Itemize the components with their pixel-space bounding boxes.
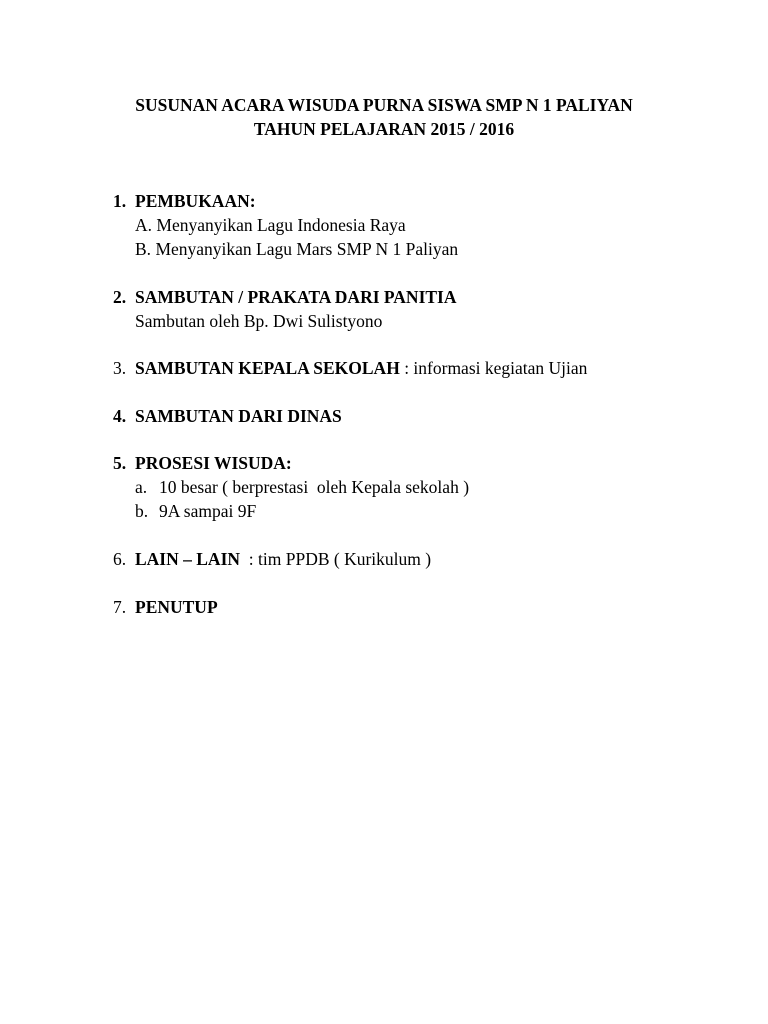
- agenda-subitem: [135, 309, 382, 333]
- agenda-item-heading: PENUTUP: [135, 597, 218, 617]
- agenda-item-heading: PROSESI WISUDA:: [135, 453, 292, 473]
- title-line-2: TAHUN PELAJARAN 2015 / 2016: [253, 119, 515, 139]
- subitem-letter: a.: [135, 477, 148, 497]
- subitem-text: Sambutan oleh Bp. Dwi Sulistyono: [135, 311, 383, 331]
- title-line-1: SUSUNAN ACARA WISUDA PURNA SISWA SMP N 1 PALIYAN: [135, 95, 633, 115]
- subitem-letter: b.: [135, 501, 149, 521]
- agenda-subitem: [135, 237, 458, 261]
- agenda-item-number: 5.: [113, 453, 127, 473]
- subitem-text: 9A sampai 9F: [159, 501, 257, 521]
- agenda-subitem: [135, 475, 469, 499]
- agenda-item-heading: SAMBUTAN DARI DINAS: [135, 406, 342, 426]
- document-title: [0, 93, 768, 141]
- agenda-item-2: [113, 285, 457, 309]
- agenda-item-detail: : informasi kegiatan Ujian: [399, 358, 588, 378]
- subitem-text: 10 besar ( berprestasi oleh Kepala sekolah ): [159, 477, 470, 497]
- agenda-item-heading: SAMBUTAN KEPALA SEKOLAH: [135, 358, 400, 378]
- agenda-item-number: 7.: [113, 597, 127, 617]
- subitem-letter: A.: [135, 215, 153, 235]
- agenda-item-number: 6.: [113, 549, 127, 569]
- agenda-item-number: 1.: [113, 191, 127, 211]
- agenda-item-5: [113, 451, 292, 475]
- subitem-letter: B.: [135, 239, 152, 259]
- agenda-item-number: 3.: [113, 358, 127, 378]
- agenda-item-3: [113, 356, 587, 380]
- agenda-item-6: [113, 547, 431, 571]
- agenda-item-7: [113, 595, 218, 619]
- agenda-subitem: [135, 499, 256, 523]
- subitem-text: Menyanyikan Lagu Mars SMP N 1 Paliyan: [155, 239, 459, 259]
- subitem-text: Menyanyikan Lagu Indonesia Raya: [156, 215, 406, 235]
- agenda-item-number: 4.: [113, 406, 127, 426]
- agenda-item-4: [113, 404, 342, 428]
- agenda-item-heading: SAMBUTAN / PRAKATA DARI PANITIA: [135, 287, 457, 307]
- agenda-item-detail: : tim PPDB ( Kurikulum ): [240, 549, 432, 569]
- agenda-item-1: [113, 189, 256, 213]
- agenda-item-heading: LAIN – LAIN: [135, 549, 241, 569]
- agenda-subitem: [135, 213, 406, 237]
- agenda-item-number: 2.: [113, 287, 127, 307]
- agenda-item-heading: PEMBUKAAN:: [135, 191, 256, 211]
